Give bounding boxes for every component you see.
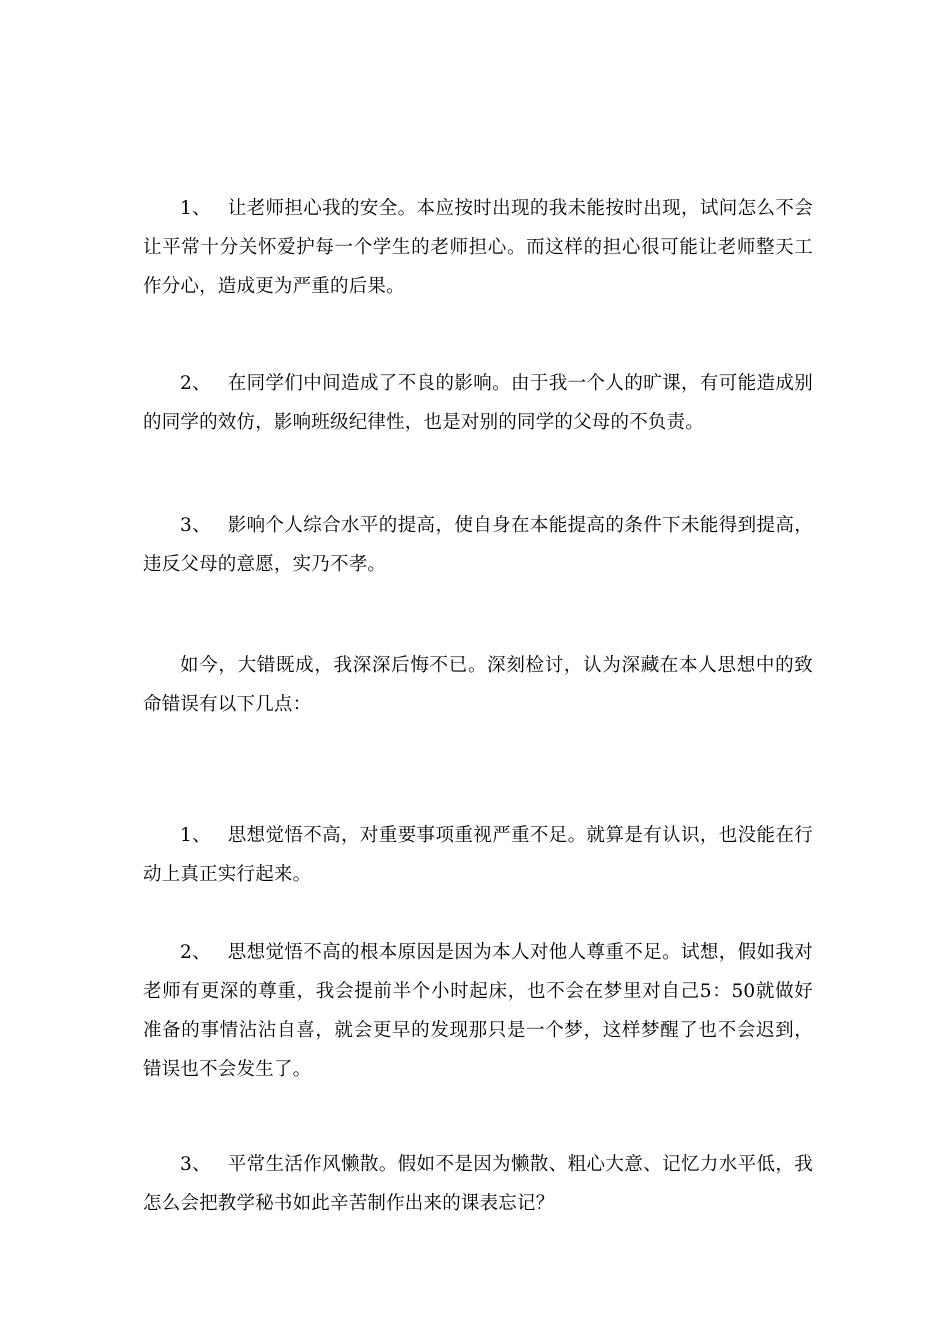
paragraph-transition (143, 646, 813, 724)
paragraph-text: 在同学们中间造成了不良的影响。由于我一个人的旷课，有可能造成别的同学的效仿，影响班级纪律性，也是对别的同学的父母的不负责。 (143, 373, 814, 433)
list-number: 2、 (180, 942, 212, 963)
list-number: 1、 (180, 198, 212, 219)
paragraph-consequence-1 (143, 189, 813, 306)
paragraph-consequence-3 (143, 506, 813, 584)
paragraph-mistake-3 (143, 1145, 813, 1223)
paragraph-text: 让老师担心我的安全。本应按时出现的我未能按时出现，试问怎么不会让平常十分关怀爱护每一个学生的老师担心。而这样的担心很可能让老师整天工作分心，造成更为严重的后果。 (143, 198, 814, 297)
paragraph-consequence-2 (143, 364, 813, 442)
paragraph-mistake-1 (143, 816, 813, 894)
paragraph-text: 平常生活作风懒散。假如不是因为懒散、粗心大意、记忆力水平低，我怎么会把教学秘书如此辛苦制作出来的课表忘记？ (143, 1154, 814, 1214)
list-number: 3、 (180, 515, 212, 536)
paragraph-mistake-2 (143, 933, 813, 1089)
list-number: 1、 (180, 825, 212, 846)
paragraph-text: 如今，大错既成，我深深后悔不已。深刻检讨，认为深藏在本人思想中的致命错误有以下几点： (143, 655, 813, 715)
paragraph-text: 影响个人综合水平的提高，使自身在本能提高的条件下未能得到提高，违反父母的意愿，实乃不孝。 (143, 515, 814, 575)
list-number: 2、 (180, 373, 212, 394)
list-number: 3、 (180, 1154, 212, 1175)
paragraph-text: 思想觉悟不高，对重要事项重视严重不足。就算是有认识，也没能在行动上真正实行起来。 (143, 825, 814, 885)
paragraph-text: 思想觉悟不高的根本原因是因为本人对他人尊重不足。试想，假如我对老师有更深的尊重，我会提前半个小时起床，也不会在梦里对自己5：50就做好准备的事情沾沾自喜，就会更早的发现那只是一个梦，这样梦醒了也不会迟到，错误也不会发生了。 (143, 942, 814, 1080)
